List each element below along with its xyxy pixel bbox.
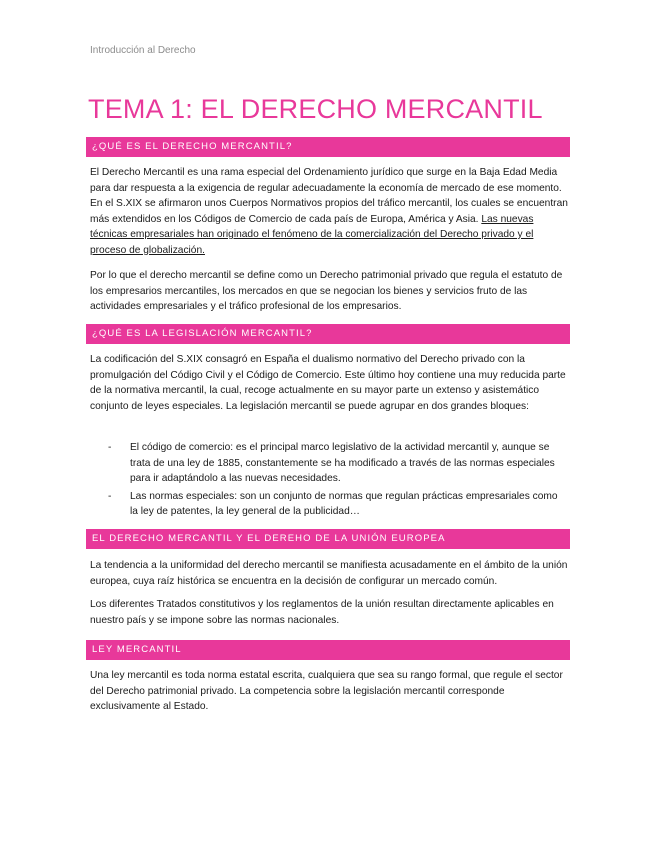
running-header: Introducción al Derecho [90, 45, 196, 56]
section-1-paragraph-1 [90, 165, 568, 258]
section-heading-que-es-derecho-mercantil: ¿QUÉ ES EL DERECHO MERCANTIL? [86, 137, 570, 157]
section-heading-legislacion-mercantil: ¿QUÉ ES LA LEGISLACIÓN MERCANTIL? [86, 324, 570, 344]
section-4-paragraph-1: Una ley mercantil es toda norma estatal escrita, cualquiera que sea su rango formal, que regule el sector del Derecho patrimonial privado. La competencia sobre la legislación mercantil corresponde exclusivamente al Estado. [90, 670, 563, 712]
section-2-paragraph-1: La codificación del S.XIX consagró en España el dualismo normativo del Derecho privado con la promulgación del Código Civil y el Código de Comercio. Este último hoy contiene una muy reducida parte de la normativa mercantil, la cual, recoge actualmente en su mayor parte un extenso y asistemático conjunto de leyes especiales. La legislación mercantil se puede agrupar en dos grandes bloques: [90, 354, 566, 412]
bullet-dash: - [108, 490, 112, 502]
section-3-paragraph-1: La tendencia a la uniformidad del derecho mercantil se manifiesta acusadamente en el ámbito de la unión europea, cuya raíz histórica se encuentra en la decisión de configurar un mercado común. [90, 560, 568, 587]
section-3-paragraph-2: Los diferentes Tratados constitutivos y los reglamentos de la unión resultan directamente aplicables en nuestro país y se impone sobre las normas nacionales. [90, 599, 554, 626]
list-item [90, 489, 568, 520]
section-1-paragraph-2: Por lo que el derecho mercantil se define como un Derecho patrimonial privado que regula el estatuto de los empresarios mercantiles, los mercados en que se negocian los bienes y servicios fruto de las actividades empresariales y el tráfico profesional de los empresarios. [90, 270, 563, 312]
page-title: TEMA 1: EL DERECHO MERCANTIL [88, 94, 543, 124]
section-1-paragraph-1-underlined: Las nuevas técnicas empresariales han originado el fenómeno de la comercialización del Derecho privado y el proceso de globalización. [90, 213, 534, 256]
section-2-bullet-list [90, 440, 568, 522]
list-item-text: El código de comercio: es el principal marco legislativo de la actividad mercantil y, aunque se trata de una ley de 1885, constantemente se ha modificado a través de las normas especiales para ir adaptándolo a las nuevas necesidades. [130, 442, 555, 484]
bullet-dash: - [108, 442, 112, 453]
list-item [90, 440, 568, 487]
list-item-text: Las normas especiales: son un conjunto de normas que regulan prácticas empresariales como la ley de patentes, la ley general de la publicidad… [130, 490, 558, 517]
section-heading-derecho-union-europea: EL DERECHO MERCANTIL Y EL DEREHO DE LA UNIÓN EUROPEA [86, 529, 570, 549]
section-heading-ley-mercantil: LEY MERCANTIL [86, 640, 570, 660]
section-1-paragraph-1-text: El Derecho Mercantil es una rama especial del Ordenamiento jurídico que surge en la Baja Edad Media para dar respuesta a la exigencia de regular adecuadamente la economía de mercado de ese momento. En el S.XIX se afirmaron unos Cuerpos Normativos propios del tráfico mercantil, los cuales se encuentran más extendidos en los Códigos de Comercio de cada país de Europa, América y Asia. [90, 167, 568, 225]
